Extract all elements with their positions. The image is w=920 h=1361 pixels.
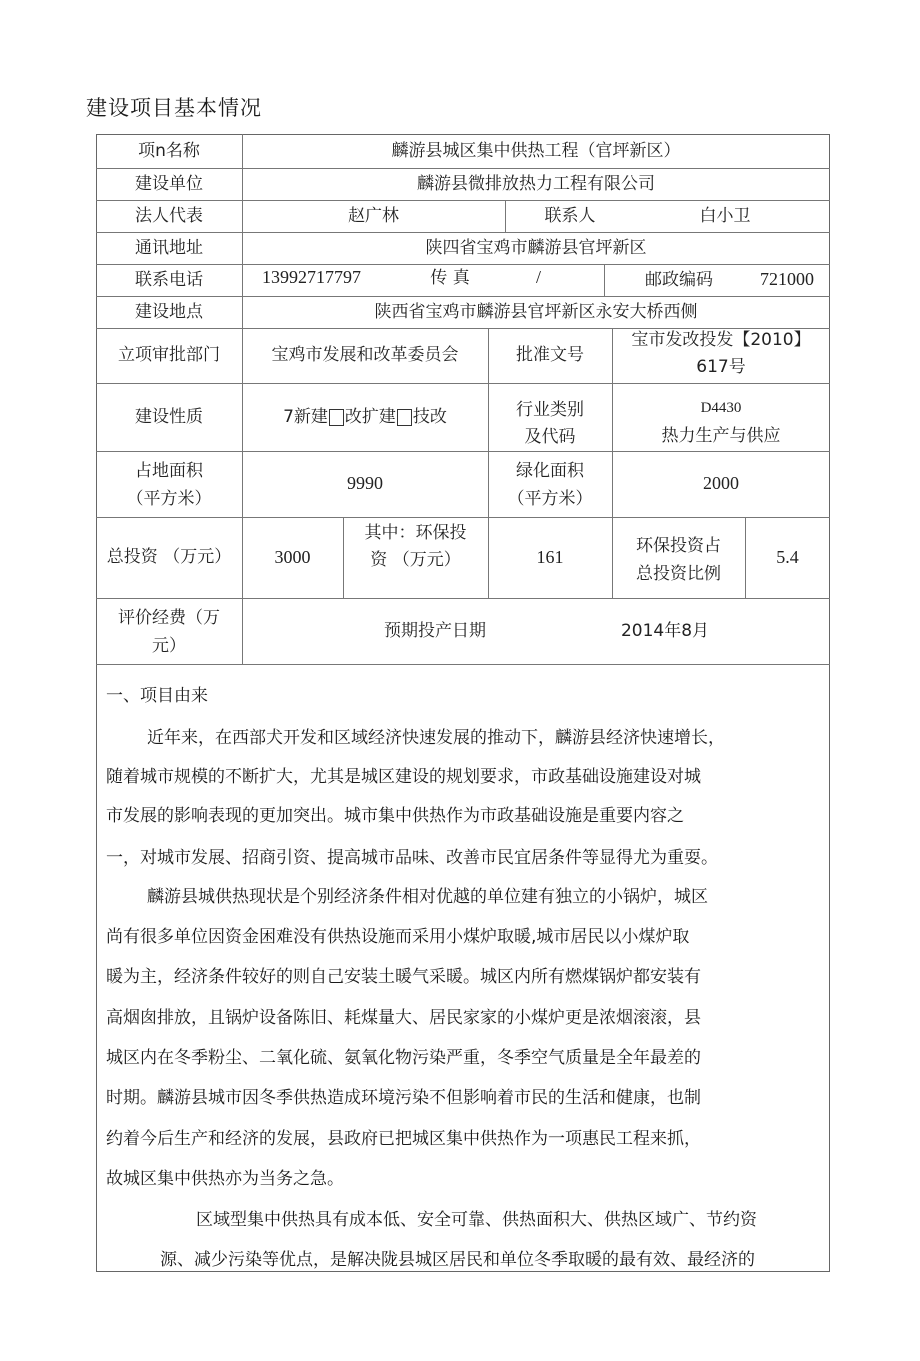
env-ratio-value: 5.4: [776, 546, 799, 567]
env-investment-value: 161: [536, 546, 564, 567]
col-divider: [604, 264, 605, 296]
page-title: 建设项目基本情况: [86, 96, 262, 120]
legal-label: 法人代表: [135, 205, 203, 226]
doc-number-label: 批准文号: [516, 345, 584, 366]
total-investment-value: 3000: [274, 546, 311, 567]
fax-label: 传 真: [430, 267, 470, 288]
paragraph-line: 随着城市规模的不断扩大，尤其是城区建设的规划要求，市政基础设施建设对城: [106, 767, 701, 787]
contact-label: 联系人: [544, 205, 596, 226]
doc-number-line1: 宝市发改投发【2010】: [631, 329, 811, 350]
land-area-value: 9990: [347, 473, 383, 494]
paragraph-line: 源、减少污染等优点，是解决陇县城区居民和单位冬季取暖的最有效、最经济的: [160, 1250, 755, 1270]
zip-value: 721000: [760, 269, 814, 290]
env-investment-label-line1: 其中：环保投: [364, 522, 467, 543]
total-investment-label: 总投资 （万元）: [106, 547, 232, 568]
paragraph-line: 尚有很多单位因资金困难没有供热设施而采用小煤炉取暖,城市居民以小煤炉取: [106, 927, 690, 947]
paragraph-line: 城区内在冬季粉尘、二氧化硫、氨氧化物污染严重，冬季空气质量是全年最差的: [106, 1048, 701, 1068]
nature-options: [242, 383, 488, 451]
unit-label: 建设单位: [135, 173, 203, 194]
green-area-label-line2: （平方米）: [507, 488, 593, 509]
paragraph-line: 麟游县城供热现状是个别经济条件相对优越的单位建有独立的小锅炉，城区: [147, 887, 708, 907]
legal-value: 赵广林: [348, 205, 399, 226]
section-heading: 一、项目由来: [106, 686, 208, 706]
industry-label-line2: 及代码: [524, 426, 576, 447]
checkbox-icon: [397, 409, 412, 426]
env-ratio-label-line1: 环保投资占: [636, 535, 721, 556]
contact-value: 白小卫: [699, 205, 751, 226]
env-investment-label-line2: 资 （万元）: [370, 549, 461, 570]
land-area-label-line2: （平方米）: [126, 488, 212, 509]
paragraph-line: 故城区集中供热亦为当务之急。: [106, 1169, 344, 1189]
paragraph-line: 约着今后生产和经济的发展，县政府已把城区集中供热作为一项惠民工程来抓，: [106, 1129, 701, 1149]
nature-option-expansion: 改扩建: [344, 406, 396, 427]
phone-label: 联系电话: [135, 269, 203, 290]
project-name-value: 麟游县城区集中供热工程（官坪新区）: [391, 140, 681, 161]
land-area-label-line1: 占地面积: [135, 460, 203, 481]
nature-prefix: 7新建: [283, 406, 328, 427]
approval-label: 立项审批部门: [118, 345, 220, 366]
doc-number-line2: 617号: [696, 356, 746, 377]
production-date-label: 预期投产日期: [384, 620, 486, 641]
checkbox-icon: [329, 409, 344, 426]
paragraph-line: 市发展的影响表现的更加突出。城市集中供热作为市政基础设施是重要内容之: [106, 806, 684, 826]
paragraph-line: 近年来，在西部犬开发和区域经济快速发展的推动下，麟游县经济快速增长，: [147, 728, 725, 748]
industry-code: D4430: [700, 400, 742, 417]
nature-option-renovation: 技改: [412, 406, 447, 427]
production-date-value: 2014年8月: [620, 620, 710, 641]
fax-value: /: [536, 267, 542, 288]
nature-label: 建设性质: [135, 406, 203, 427]
location-label: 建设地点: [135, 301, 203, 322]
env-ratio-label-line2: 总投资比例: [636, 563, 721, 584]
green-area-label-line1: 绿化面积: [516, 460, 584, 481]
phone-value: 13992717797: [262, 267, 361, 288]
address-value: 陕四省宝鸡市麟游县官坪新区: [425, 237, 647, 258]
unit-value: 麟游县微排放热力工程有限公司: [417, 173, 655, 194]
approval-value: 宝鸡市发展和改革委员会: [271, 345, 459, 366]
project-name-label: 项n名称: [138, 140, 200, 161]
address-label: 通讯地址: [135, 237, 203, 258]
paragraph-line: 高烟囱排放，且锅炉设备陈旧、耗煤量大、居民家家的小煤炉更是浓烟滚滚，县: [106, 1008, 701, 1028]
location-value: 陕西省宝鸡市麟游县官坪新区永安大桥西侧: [374, 301, 698, 322]
industry-name: 热力生产与供应: [661, 425, 781, 446]
paragraph-line: 区域型集中供热具有成本低、安全可靠、供热面积大、供热区域广、节约资: [196, 1210, 757, 1230]
green-area-value: 2000: [703, 473, 739, 494]
paragraph-line: 时期。麟游县城市因冬季供热造成环境污染不但影响着市民的生活和健康，也制: [106, 1088, 701, 1108]
col-divider: [242, 598, 243, 664]
row-divider: [96, 664, 830, 665]
paragraph-line: 暖为主，经济条件较好的则自己安装土暖气采暖。城区内所有燃煤锅炉都安装有: [106, 967, 701, 987]
zip-label: 邮政编码: [645, 269, 713, 290]
fee-label-line1: 评价经费（万: [118, 607, 220, 628]
paragraph-line: 一，对城市发展、招商引资、提高城市品味、改善市民宜居条件等显得尤为重耍。: [106, 848, 718, 868]
fee-label-line2: 元）: [152, 635, 186, 656]
industry-label-line1: 行业类别: [516, 399, 584, 420]
